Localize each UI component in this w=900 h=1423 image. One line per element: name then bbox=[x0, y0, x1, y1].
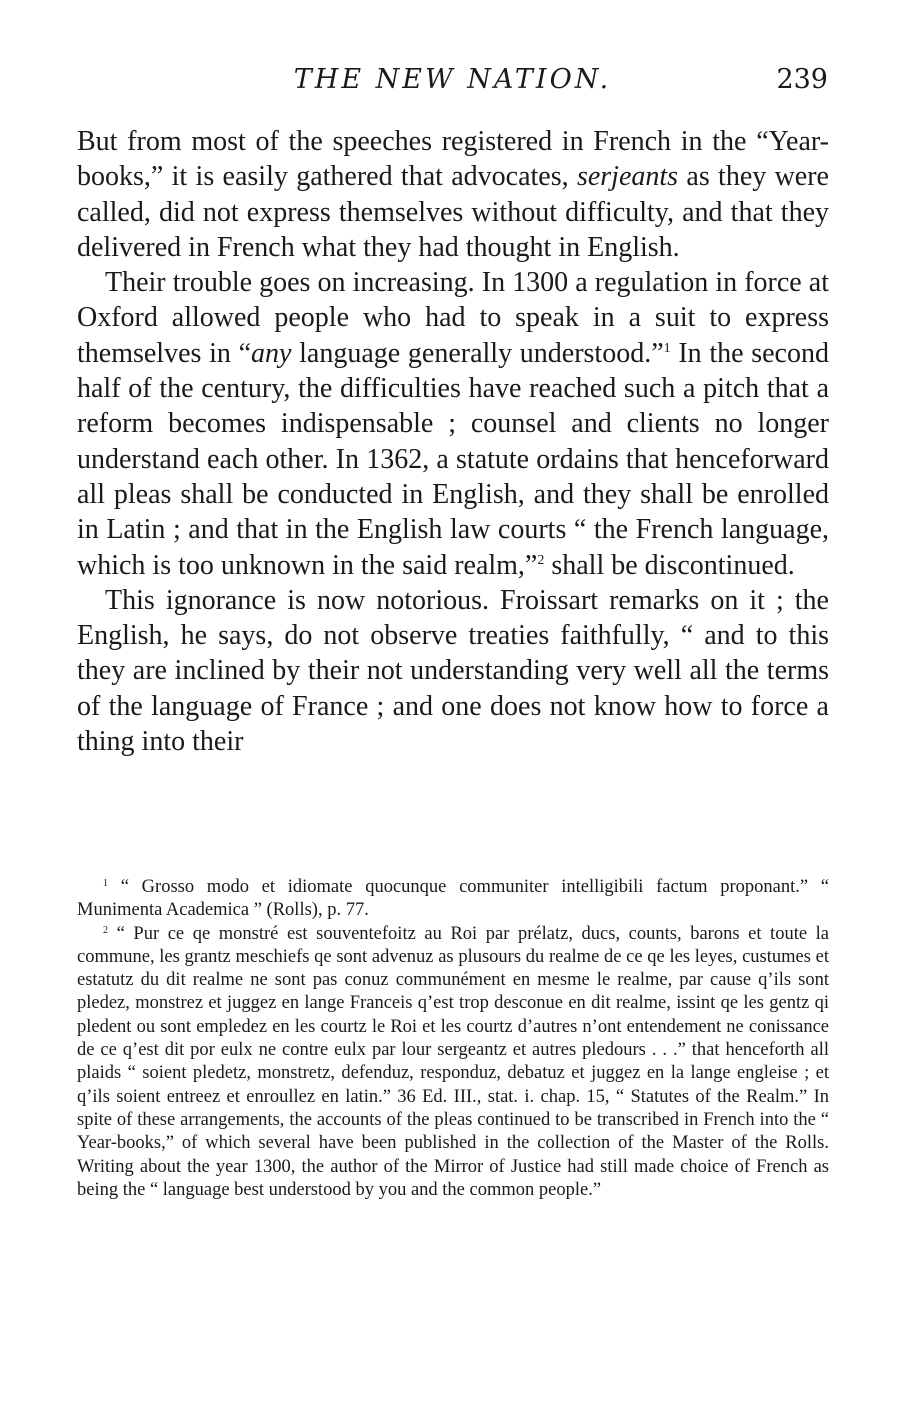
running-title: THE NEW NATION. bbox=[293, 64, 612, 95]
footnote-ref-2: 2 bbox=[537, 552, 545, 568]
footnote-1-mark: 1 bbox=[103, 878, 108, 889]
body-text bbox=[77, 124, 829, 759]
paragraph-1-text-a: But from most of the speeches registered in French in the “Year-books,” it is easily gathered that advocates, bbox=[77, 126, 829, 193]
paragraph-1 bbox=[77, 124, 829, 265]
paragraph-1-italic-term: serjeants bbox=[576, 161, 679, 193]
footnote-2-text: “ Pur ce qe monstré est souventefoitz au Roi par prélatz, ducs, counts, barons et toute la commune, les grantz meschiefs qe sont advenuz as plusours du realme de ce qe les leyes, custumes et estatutz du dit realme ne sont pas conuz communément en mesme le realme, par cause q’ils sont pledez, monstrez et juggez en lange Franceis q’est trop desconue en dit realme, issint qe les gentz qi pledent ou sont empledez en les courtz le Roi et les courtz d’autres n’ont entendement ne conissance de ce q’est dit por eulx ne contre eulx par lour sergeantz et autres pledours . . .” that henceforth all plaids “ soient pledetz, monstretz, defenduz, responduz, debatuz et juggez en la lange engleise ; et q’ils soient entreez et enroullez en latin.” 36 Ed. III., stat. i. chap. 15, “ Statutes of the Realm.” In spite of these arrangements, the accounts of the pleas continued to be transcribed in French into the “ Year-books,” of which several have been published in the collection of the Master of the Rolls. Writing about the year 1300, the author of the Mirror of Justice had still made choice of French as being the “ language best understood by you and the common people.” bbox=[77, 923, 829, 1200]
page-number: 239 bbox=[776, 64, 828, 95]
footnote-ref-1: 1 bbox=[663, 340, 671, 356]
paragraph-1-text-b: as they were called, did not express themselves without difficulty, and that they delivered in French what they had thought in English. bbox=[77, 161, 829, 263]
footnote-2 bbox=[77, 923, 829, 1203]
footnote-2-mark: 2 bbox=[103, 924, 108, 936]
footnotes bbox=[77, 876, 829, 1202]
paragraph-2-text-c: In the second half of the century, the difficulties have reached such a pitch that a reform becomes indispensable ; counsel and clients no longer understand each other. In 1362, a statute ordains that henceforward all pleas shall be conducted in English, and they shall be enrolled in Latin ; and that in the English law courts “ the French language, which is too unknown in the said realm,” bbox=[77, 337, 829, 581]
paragraph-2-italic-term: any bbox=[251, 337, 292, 369]
paragraph-2-text-d: shall be discontinued. bbox=[544, 549, 795, 581]
footnote-1 bbox=[77, 876, 829, 923]
running-head bbox=[77, 62, 828, 102]
paragraph-2-text-b: language generally understood.” bbox=[291, 337, 664, 369]
footnote-1-text: “ Grosso modo et idiomate quocunque communiter intelligibili factum proponant.” “ Munimenta Academica ” (Rolls), p. 77. bbox=[77, 877, 830, 921]
paragraph-2-text-a: Their trouble goes on increasing. In 1300 a regulation in force at Oxford allowed people who had to speak in a suit to express themselves in “ bbox=[77, 267, 829, 369]
paragraph-2 bbox=[77, 265, 829, 583]
paragraph-3: This ignorance is now notorious. Froissart remarks on it ; the English, he says, do not observe treaties faithfully, “ and to this they are inclined by their not understanding very well all the terms of the language of France ; and one does not know how to force a thing into their bbox=[77, 584, 829, 758]
